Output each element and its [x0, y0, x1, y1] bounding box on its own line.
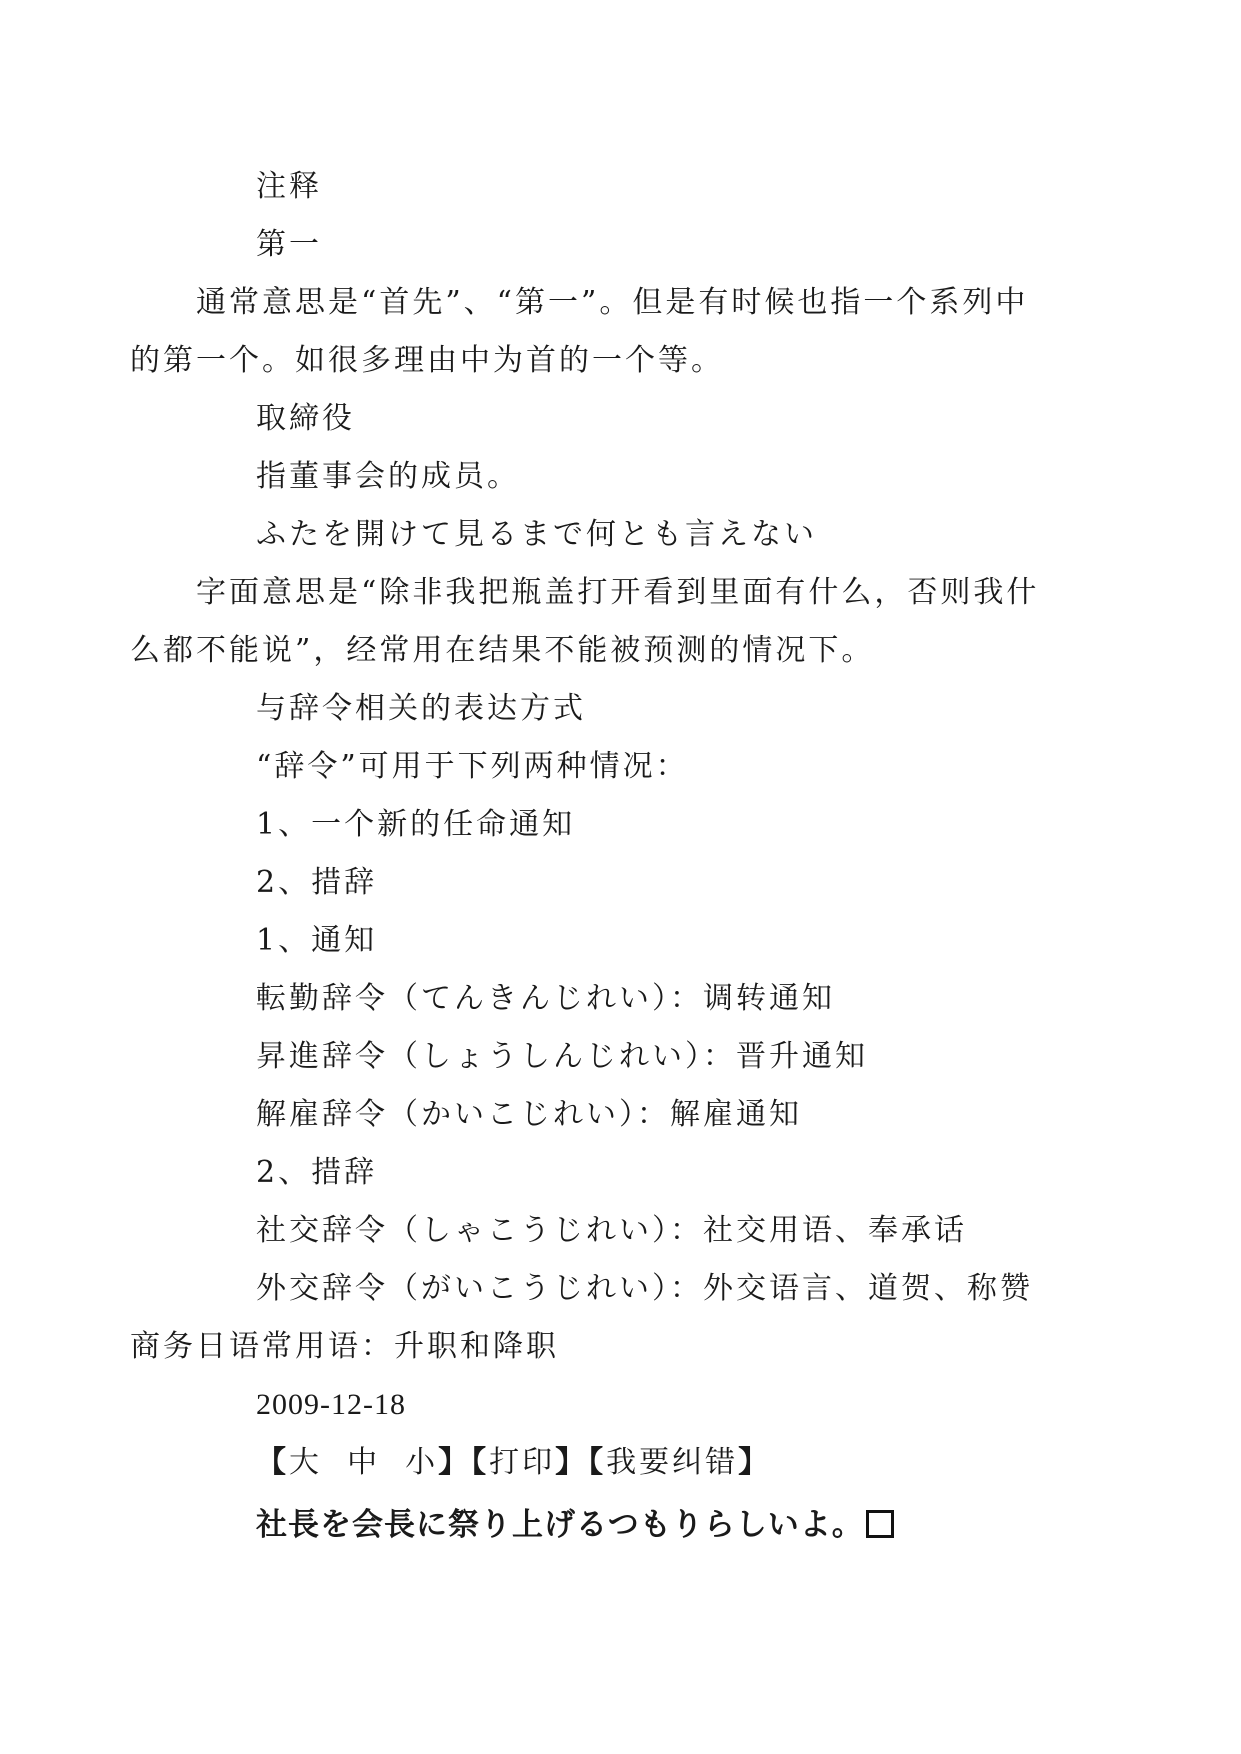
article-title: 商务日语常用语：升职和降职 [130, 1329, 559, 1364]
list-item: 外交辞令（がいこうじれい）：外交语言、道贺、称赞 [256, 1271, 1033, 1306]
term-heading-torishimariyaku: 取締役 [256, 401, 355, 436]
term-definition-idiom: 字面意思是“除非我把瓶盖打开看到里面有什么，否则我什么都不能说”，经常用在结果不能被预测的情况下。 [130, 575, 1040, 668]
report-error-link[interactable]: 我要纠错 [606, 1445, 739, 1480]
notes-heading: 注释 [256, 169, 322, 204]
example-sentence: 社長を会長に祭り上げるつもりらしいよ。 [256, 1507, 864, 1543]
section-wording-title: 2、措辞 [256, 1155, 378, 1190]
font-size-large-link[interactable]: 大 [289, 1445, 322, 1480]
list-item: 転勤辞令（てんきんじれい）：调转通知 [256, 981, 835, 1016]
term-definition-daiichi: 通常意思是“首先”、“第一”。但是有时候也指一个系列中的第一个。如很多理由中为首的一个等。 [130, 285, 1029, 378]
font-size-medium-link[interactable]: 中 [347, 1445, 381, 1480]
article-date: 2009-12-18 [256, 1388, 406, 1421]
bracket-close: 】 [738, 1445, 772, 1480]
missing-glyph-box-icon [866, 1510, 894, 1538]
example-sentence-line [190, 1496, 1050, 1554]
list-item: 解雇辞令（かいこじれい）：解雇通知 [256, 1097, 802, 1132]
term-heading-idiom: ふたを開けて見るまで何とも言えない [256, 517, 817, 552]
usage-case-1: 1、一个新的任命通知 [256, 807, 576, 842]
document-body [130, 158, 1050, 1554]
list-item: 社交辞令（しゃこうじれい）：社交用语、奉承话 [256, 1213, 967, 1248]
bracket-close: 】 [438, 1445, 472, 1480]
term-heading-daiichi: 第一 [256, 227, 322, 262]
bracket-open: 【 [256, 1445, 289, 1480]
font-size-small-link[interactable]: 小 [405, 1445, 439, 1480]
bracket-close: 】 [555, 1445, 589, 1480]
term-definition-torishimariyaku: 指董事会的成员。 [256, 459, 520, 494]
bracket-open: 【 [588, 1445, 607, 1480]
section-notice-title: 1、通知 [256, 923, 378, 958]
article-toolbar [190, 1434, 1050, 1492]
print-link[interactable]: 打印 [489, 1445, 556, 1480]
bracket-open: 【 [471, 1445, 490, 1480]
list-item: 昇進辞令（しょうしんじれい）：晋升通知 [256, 1039, 868, 1074]
usage-case-2: 2、措辞 [256, 865, 378, 900]
expressions-heading: 与辞令相关的表达方式 [256, 691, 586, 726]
expressions-intro: “辞令”可用于下列两种情况： [256, 749, 689, 784]
